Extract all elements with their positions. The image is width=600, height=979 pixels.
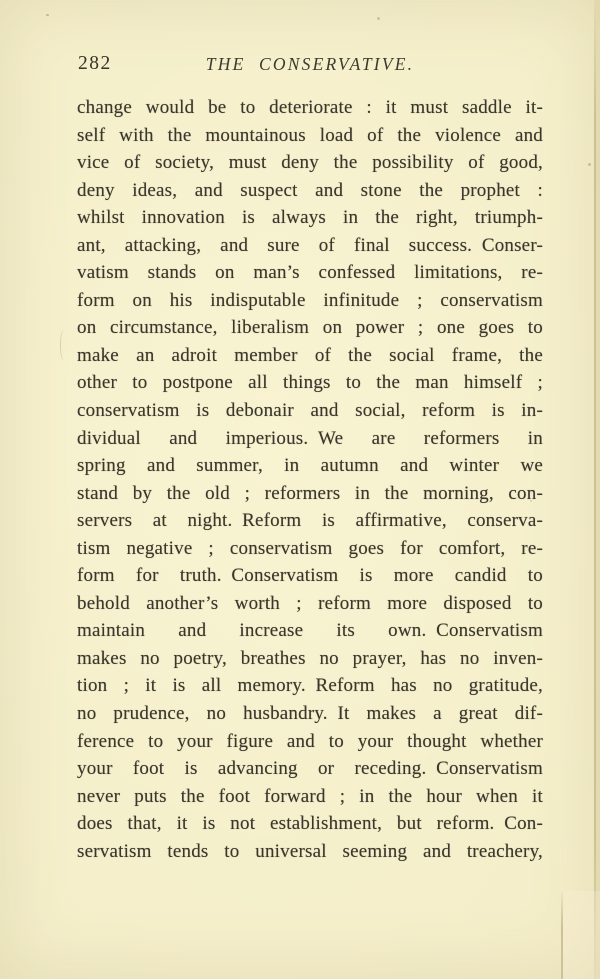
page-number: 282 [78, 53, 112, 74]
text-line: vatism stands on man’s confessed limitations, re- [77, 262, 543, 284]
text-line: makes no poetry, breathes no prayer, has no inven- [77, 647, 543, 669]
text-line: no prudence, no husbandry. It makes a great dif- [77, 703, 543, 725]
text-line: dividual and imperious. We are reformers in [77, 427, 543, 449]
text-line: your foot is advancing or receding. Conservatism [77, 758, 543, 780]
page-corner-band [563, 891, 600, 979]
text-line: form for truth. Conservatism is more candid to [77, 565, 543, 587]
paper-speck [588, 163, 591, 166]
text-line: maintain and increase its own. Conservatism [77, 620, 543, 642]
text-line: servers at night. Reform is affirmative, conserva- [77, 510, 543, 532]
text-line: whilst innovation is always in the right, triumph- [77, 207, 543, 229]
text-line: behold another’s worth ; reform more disposed to [77, 592, 543, 614]
text-line: conservatism is debonair and social, reform is in- [77, 400, 543, 422]
text-line: tion ; it is all memory. Reform has no gratitude, [77, 675, 543, 697]
paper-speck [377, 17, 380, 20]
page-edge-line [594, 0, 596, 979]
text-line: on circumstance, liberalism on power ; one goes to [77, 317, 543, 339]
paper-speck [46, 14, 49, 16]
page-header [77, 53, 543, 77]
text-line: make an adroit member of the social frame, the [77, 344, 543, 366]
text-line: ference to your figure and to your thought whether [77, 730, 543, 752]
text-line: never puts the foot forward ; in the hour when it [77, 785, 543, 807]
text-line: form on his indisputable infinitude ; conservatism [77, 289, 543, 311]
paper-speck [530, 500, 532, 502]
text-line: does that, it is not establishment, but reform. Con- [77, 813, 543, 835]
text-line: change would be to deteriorate : it must saddle it- [77, 97, 543, 118]
running-title: THE CONSERVATIVE. [205, 54, 415, 74]
text-line: ant, attacking, and sure of final success. Conser- [77, 234, 543, 256]
text-line: vice of society, must deny the possibility of good, [77, 152, 543, 174]
text-line: other to postpone all things to the man himself ; [77, 372, 543, 394]
paper-smudge [60, 330, 67, 360]
text-line: self with the mountainous load of the violence and [77, 124, 543, 146]
text-line: tism negative ; conservatism goes for comfort, re- [77, 537, 543, 559]
text-line: spring and summer, in autumn and winter we [77, 455, 543, 477]
text-line: deny ideas, and suspect and stone the prophet : [77, 179, 543, 201]
body-text-block [77, 94, 543, 865]
page-crease-line [561, 891, 563, 979]
text-line: stand by the old ; reformers in the morning, con- [77, 482, 543, 504]
text-line: servatism tends to universal seeming and treachery, [77, 840, 543, 862]
page-edge-band [596, 0, 600, 979]
